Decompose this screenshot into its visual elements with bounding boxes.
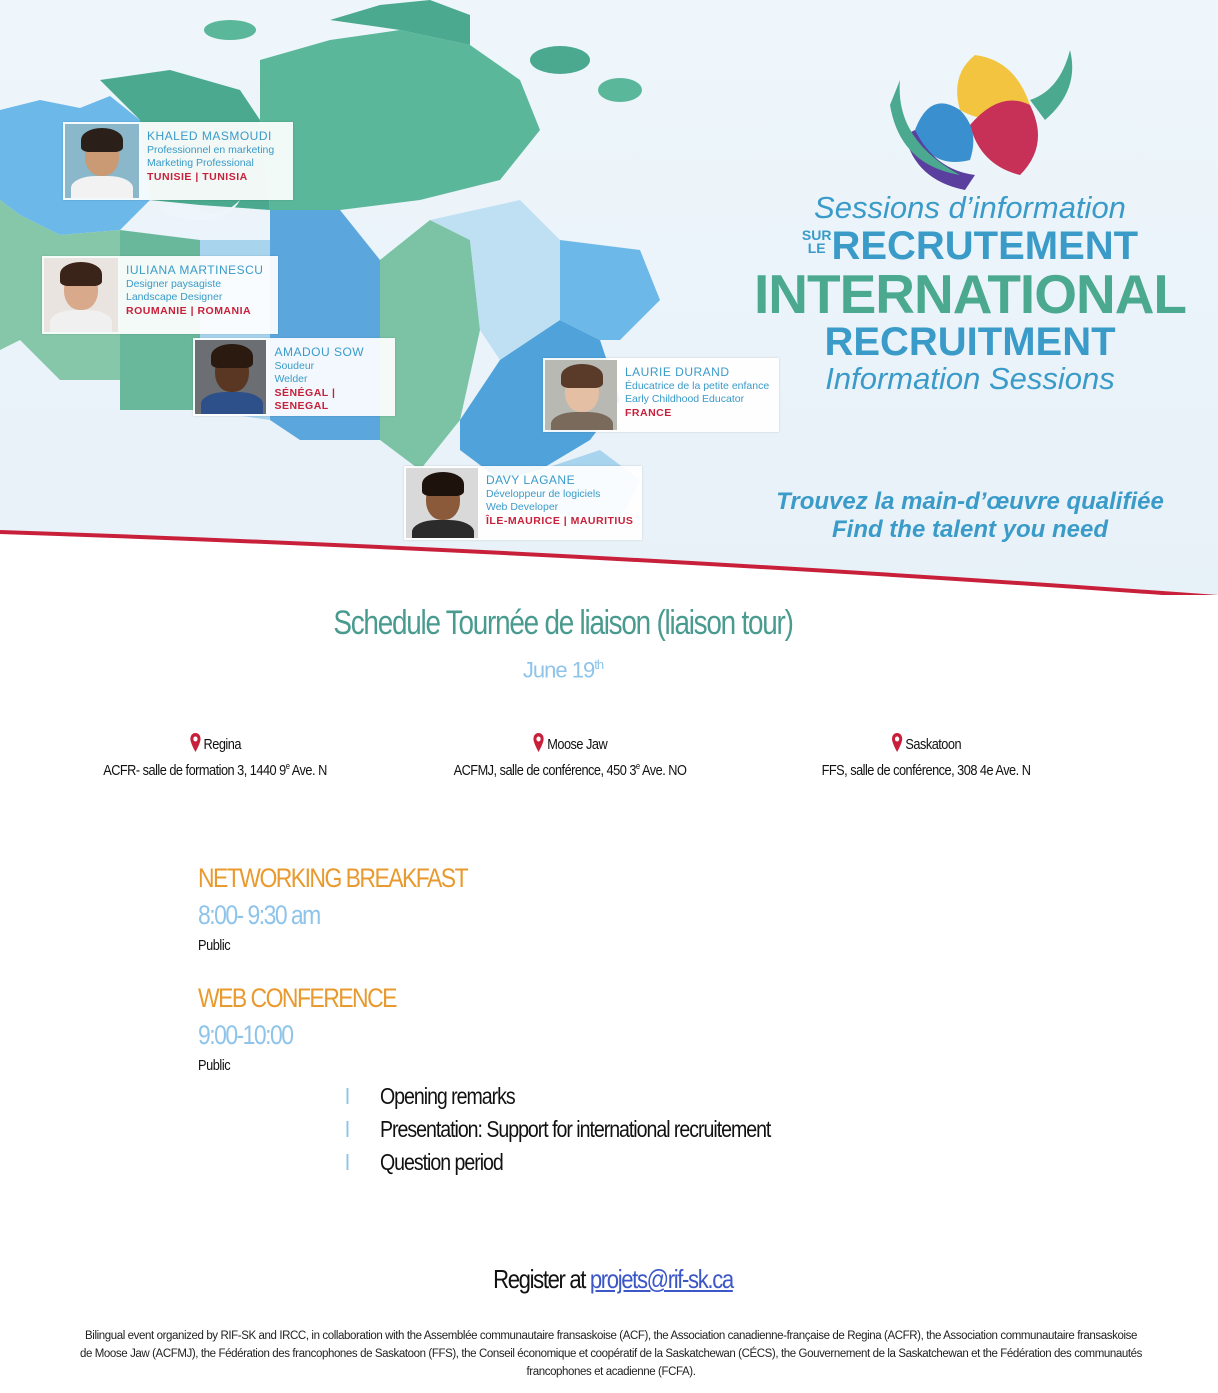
- map-pin-icon: [189, 733, 201, 753]
- avatar: [406, 468, 478, 538]
- location-city: Saskatoon: [905, 736, 962, 753]
- avatar: [65, 124, 139, 198]
- list-item: [345, 1080, 839, 1113]
- person-role-fr: Soudeur: [274, 359, 315, 372]
- person-role-fr: Développeur de logiciels: [486, 487, 601, 500]
- section-time: 9:00-10:00: [198, 1020, 293, 1050]
- location-address: ACFMJ, salle de conférence, 450 3e Ave. NO: [453, 761, 687, 779]
- person-role-en: Marketing Professional: [147, 157, 254, 169]
- avatar: [195, 340, 266, 414]
- location-city: Moose Jaw: [547, 736, 608, 753]
- logo-globe-icon: [890, 50, 1072, 190]
- banner-title: [730, 190, 1210, 396]
- location-address: FFS, salle de conférence, 308 4e Ave. N: [821, 762, 1031, 779]
- section-audience: Public: [198, 937, 231, 954]
- banner-tagline: [760, 488, 1180, 544]
- banner-title-line5: Information Sessions: [825, 361, 1115, 396]
- person-role-fr: Designer paysagiste: [126, 277, 222, 290]
- schedule-date: June 19th: [522, 657, 604, 683]
- profile-card: [404, 466, 642, 540]
- agenda-item-text: Opening remarks: [380, 1083, 515, 1109]
- person-country: ROUMANIE | ROMANIA: [126, 304, 252, 317]
- map-pin-icon: [533, 733, 545, 753]
- tagline-en: Find the talent you need: [831, 516, 1108, 543]
- person-role-fr: Éducatrice de la petite enfance: [625, 379, 770, 392]
- person-role-en: Landscape Designer: [126, 291, 223, 303]
- profile-card: [63, 122, 293, 200]
- person-country: ÎLE-MAURICE | MAURITIUS: [486, 514, 634, 527]
- banner-title-line2: SUR LE RECRUTEMENT: [801, 224, 1139, 268]
- person-name: LAURIE DURAND: [625, 365, 730, 379]
- location-city: Regina: [203, 736, 241, 753]
- register-label: Register at: [493, 1264, 590, 1294]
- location-regina: [83, 733, 347, 779]
- location-saskatoon: [799, 733, 1054, 779]
- schedule-title: Schedule Tournée de liaison (liaison tour): [333, 604, 793, 642]
- bullet-marker: l: [345, 1116, 349, 1142]
- section-heading: WEB CONFERENCE: [198, 983, 396, 1013]
- person-role-en: Early Childhood Educator: [625, 393, 745, 405]
- person-role-fr: Professionnel en marketing: [147, 143, 275, 156]
- avatar: [44, 258, 118, 332]
- bullet-marker: l: [345, 1149, 349, 1175]
- section-heading: NETWORKING BREAKFAST: [198, 863, 468, 893]
- person-name: AMADOU SOW: [274, 345, 365, 359]
- person-name: KHALED MASMOUDI: [147, 129, 272, 143]
- list-item: [345, 1113, 839, 1146]
- register-line: [0, 1264, 1218, 1295]
- agenda-list: [345, 1080, 839, 1179]
- list-item: [345, 1146, 839, 1179]
- section-audience: Public: [198, 1057, 231, 1074]
- register-email-link[interactable]: projets@rif-sk.ca: [589, 1264, 733, 1294]
- bullet-marker: l: [345, 1083, 349, 1109]
- person-name: IULIANA MARTINESCU: [126, 263, 264, 277]
- profile-card: [193, 338, 395, 416]
- person-role-en: Welder: [274, 373, 308, 385]
- location-address: ACFR- salle de formation 3, 1440 9e Ave. N: [103, 761, 327, 779]
- agenda-item-text: Presentation: Support for international recruitement: [380, 1116, 771, 1142]
- location-moose-jaw: [434, 733, 706, 779]
- map-pin-icon: [891, 733, 903, 753]
- banner-title-sur-le: SUR LE: [801, 227, 832, 256]
- person-name: DAVY LAGANE: [486, 473, 576, 487]
- header-banner: [0, 0, 1218, 595]
- person-country: FRANCE: [625, 406, 672, 419]
- avatar: [545, 360, 617, 430]
- section-time: 8:00- 9:30 am: [198, 900, 320, 930]
- banner-title-line1: Sessions d’information: [814, 190, 1126, 225]
- person-role-en: Web Developer: [486, 501, 559, 513]
- person-country: TUNISIE | TUNISIA: [147, 170, 248, 183]
- banner-title-line3: INTERNATIONAL: [753, 263, 1187, 325]
- banner-title-line4: RECRUITMENT: [824, 320, 1116, 364]
- agenda-item-text: Question period: [380, 1149, 503, 1175]
- profile-card: [42, 256, 278, 334]
- tagline-fr: Trouvez la main-d’œuvre qualifiée: [776, 488, 1164, 515]
- person-country: SÉNÉGAL | SENEGAL: [274, 386, 336, 412]
- footer-note: Bilingual event organized by RIF-SK and IRCC, in collaboration with the Assemblée communautaire fransaskoise (ACF), the Association canadienne-française de Regina (ACFR), the Association communautaire fransaskoise de Moose Jaw (ACFMJ), the Fédération des francophones de Saskatoon (FFS), the Conseil économique et coopératif de la Saskatchewan (CÉCS), the Gouvernement de la Saskatchewan et the Fédération des communautés francophones et acadienne (FCFA).: [79, 1330, 1143, 1378]
